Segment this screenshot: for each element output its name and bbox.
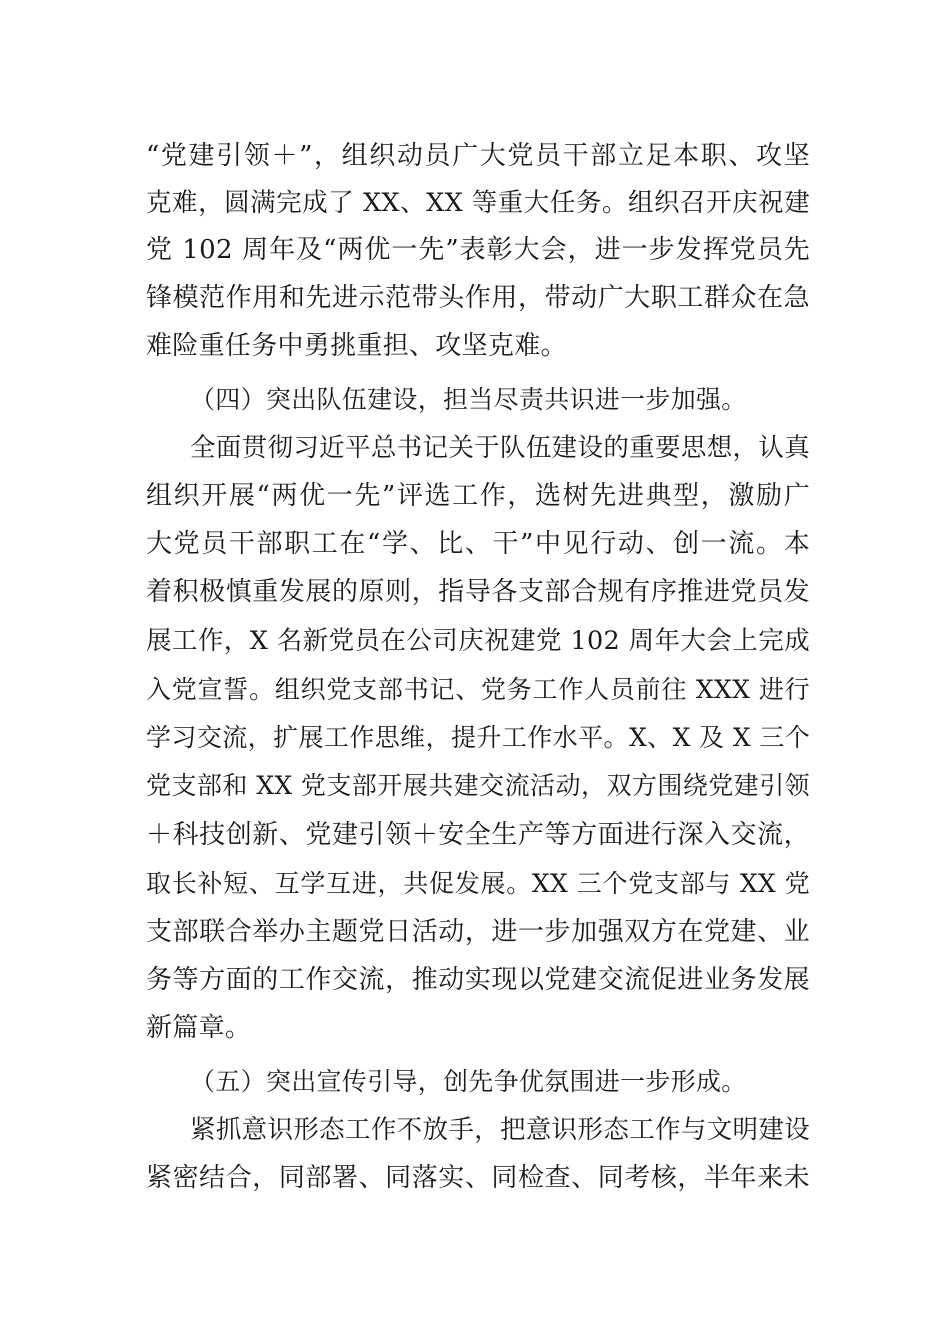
- text-line: 紧密结合，同部署、同落实、同检查、同考核，半年来未: [146, 1163, 810, 1193]
- text-line: 学习交流，扩展工作思维，提升工作水平。X、X 及 X 三个: [146, 723, 810, 752]
- text-line: 组织开展“两优一先”评选工作，选树先进典型，激励广: [146, 481, 810, 511]
- text-line: 取长补短、互学互进，共促发展。XX 三个党支部与 XX 党: [146, 869, 810, 898]
- text-line: 支部联合举办主题党日活动，进一步加强双方在党建、业: [146, 917, 810, 947]
- text-line: 紧抓意识形态工作不放手，把意识形态工作与文明建设: [190, 1115, 810, 1145]
- section-heading: （四）突出队伍建设，担当尽责共识进一步加强。: [190, 385, 747, 414]
- text-line: 展工作，X 名新党员在公司庆祝建党 102 周年大会上完成: [146, 626, 810, 656]
- text-line: ＋科技创新、党建引领＋安全生产等方面进行深入交流，: [146, 820, 810, 850]
- text-line: 克难，圆满完成了 XX、XX 等重大任务。组织召开庆祝建: [146, 188, 810, 218]
- text-line: “党建引领＋”，组织动员广大党员干部立足本职、攻坚: [146, 141, 810, 171]
- text-line: 锋模范作用和先进示范带头作用，带动广大职工群众在急: [146, 283, 810, 313]
- text-line: 着积极慎重发展的原则，指导各支部合规有序推进党员发: [146, 577, 810, 607]
- text-line: 务等方面的工作交流，推动实现以党建交流促进业务发展: [146, 965, 810, 995]
- text-line: 新篇章。: [146, 1013, 252, 1043]
- text-line: 全面贯彻习近平总书记关于队伍建设的重要思想，认真: [190, 433, 810, 463]
- section-heading: （五）突出宣传引导，创先争优氛围进一步形成。: [190, 1067, 747, 1096]
- text-line: 入党宣誓。组织党支部书记、党务工作人员前往 XXX 进行: [146, 675, 810, 704]
- text-line: 党支部和 XX 党支部开展共建交流活动，双方围绕党建引领: [146, 771, 810, 800]
- text-line: 党 102 周年及“两优一先”表彰大会，进一步发挥党员先: [146, 235, 810, 265]
- text-line: 大党员干部职工在“学、比、干”中见行动、创一流。本: [146, 529, 810, 559]
- text-line: 难险重任务中勇挑重担、攻坚克难。: [146, 331, 567, 361]
